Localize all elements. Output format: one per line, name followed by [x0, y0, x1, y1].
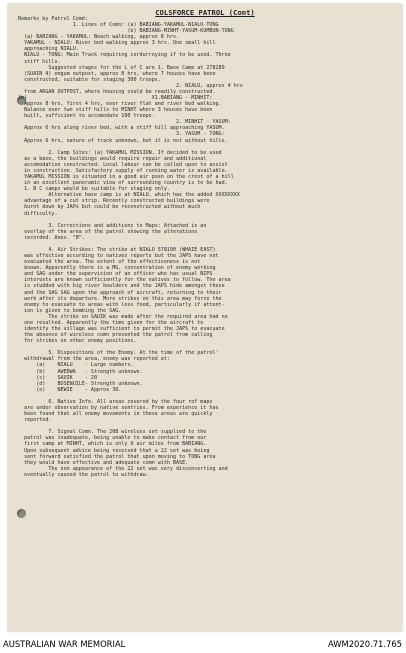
footer-accession-number: AWM2020.71.765: [327, 639, 402, 649]
text-line: work after its departure. More strikes on this area may force the: [18, 295, 222, 302]
text-line: approaching NIALU.: [18, 46, 79, 53]
footer-bar: [0, 633, 406, 653]
text-line: Approx 8 hrs, first 4 hrs, over river flat and river bed walking.: [18, 101, 222, 108]
document-page: [8, 4, 402, 631]
text-line: YAKAMUL - NIALU: River bed walking approx 3 hrs. One small hill: [18, 40, 216, 47]
text-line: they would have effective and adequate comn with BASE.: [18, 459, 189, 466]
text-line: eventually caused the patrol to withdraw.: [18, 471, 149, 478]
text-line: 3. YASUM - TONG:: [18, 131, 225, 138]
text-line: accomodation constructed. Local labour can be called upon to assist: [18, 161, 228, 168]
text-line: been found that all enemy movements in these areas are quickly: [18, 411, 213, 418]
text-line: (e) NEWIE - Approx 30.: [18, 386, 122, 393]
text-line: stiff hills.: [18, 58, 61, 65]
text-line: built, sufficient to accomodate 100 troops.: [18, 113, 155, 120]
text-line: ion is given to bombing the SAG.: [18, 307, 122, 314]
text-line: for strikes on other enemy positions.: [18, 338, 137, 345]
text-line: Balance over two stiff hills to MINHT where 3 houses have been: [18, 107, 213, 114]
text-line: 6. Native Info. All areas covered by the four ref maps: [18, 398, 213, 405]
text-line: advantage of a cut strip. Recently constructed buildings were: [18, 198, 210, 205]
text-line: from ARGAN OUTPOST, where housing could be readily constructed.: [18, 88, 216, 95]
text-line: reported.: [18, 417, 52, 424]
text-line: recorded. Anex. "B".: [18, 234, 85, 241]
text-line: the absence of wireless comn prevented the patrol from calling: [18, 332, 213, 339]
text-line: (a) BABIANG - YAKAMUL: Beach walking, approx 8 hrs.: [18, 34, 180, 41]
text-line: The non appearance of the 22 set was very disconcerting and: [18, 465, 228, 472]
text-line: difficulty.: [18, 210, 58, 217]
document-body: [18, 16, 396, 478]
text-line: 7. Signal Comn. The 208 wireless set supplied to the: [18, 429, 207, 436]
text-line: Remarks by Patrol Comd:: [18, 16, 88, 22]
text-line: burnt down by JAPs but could be reconstructed without much: [18, 204, 201, 211]
text-line: as a base, the buildings would require repair and additional: [18, 155, 207, 162]
text-line: evacuated the area. The extent of the effectiveness is not: [18, 259, 201, 266]
text-line: 5. Dispositions of the Enemy. At the time of the patrol': [18, 350, 219, 357]
text-line: (d) BUSENUILE- Strength unknown.: [18, 380, 143, 387]
text-line: in construction. Satisfactory supply of running water is available.: [18, 167, 228, 174]
text-line: enemy to evacuate to areas with less food, particularly if attent-: [18, 301, 225, 308]
footer-institution: AUSTRALIAN WAR MEMORIAL: [3, 639, 126, 649]
text-line: known. Apparently there is a MG, concentration of enemy working: [18, 265, 216, 272]
text-line: 2. NIALU, approx 4 hrs: [18, 82, 243, 89]
text-line: 4. Air Strikes: The strike at NIALU 578190 (WHAIE EAST): [18, 246, 216, 253]
text-line: withdrawal from the area, enemy was reported at:: [18, 356, 170, 363]
text-line: was effective according to natives reports but the JAPS have not: [18, 253, 219, 260]
text-line: Alternative base camp is at NIALU, which has the added XXXXXXXX: [18, 192, 240, 199]
text-line: 3. Corrections and additions to Maps: Attached is an: [18, 222, 207, 229]
text-line: NIALU - TONG: Main Track requiring cordurroying if to be used. Three: [18, 52, 231, 59]
text-line: 2. MINHIT - YASUM:: [18, 119, 231, 126]
text-line: Upon subsequent advice being received that a 22 set was being: [18, 447, 210, 454]
text-line: are under observation by native sentries. From experience it has: [18, 405, 219, 411]
text-line: identify the village was sufficient to permit the JAPS to evacuate: [18, 325, 225, 332]
text-line: 1. Lines of Comn: (a) BABIANG-YAKAMUL-NIALU-TONG: [18, 22, 219, 29]
text-line: and the SAG SAG upon the approach of aircraft, returning to their: [18, 289, 222, 296]
text-line: constructed, suitable for staging 300 troops.: [18, 76, 161, 83]
punch-hole: [17, 509, 26, 518]
text-line: patrol was inadequate, being unable to make contact from our: [18, 435, 207, 442]
text-line: Approx 6 hrs along river bed, with a stiff hill approaching YASUM.: [18, 125, 225, 132]
document-title: COLSFORCE PATROL (Cont): [155, 8, 255, 17]
text-line: (c) SAUIK - 20: [18, 374, 98, 381]
text-line: Suggested stages for the L of C are 1. Base Camp at 278289: [18, 64, 225, 71]
text-line: 2. Camp Sites: (a) YAKAMUL MISSION. If decided to be used: [18, 149, 222, 156]
text-line: one resulted. Apparently the time given for the aircraft to: [18, 319, 204, 326]
text-line: is studded with big river boulders and the JAPS hide amongst these: [18, 283, 225, 290]
text-line: interests are known sufficiently for the natives to follow. The area: [18, 277, 231, 284]
text-line: (a) NIALU - Large numbers.: [18, 362, 134, 369]
text-line: The strike on SAUIK was made after the required area had no: [18, 313, 228, 320]
text-line: 1. B C camps would be suitable for staging only.: [18, 186, 170, 193]
text-line: (b) BABIANG-MINHT-YASUM-KUMBUN-TONG: [18, 28, 234, 35]
text-line: in an excellent panoramic view of surrounding country is to be had.: [18, 180, 228, 187]
text-line: (b) X1.BABIANG - MINHIT:: [18, 95, 213, 102]
text-line: (b) AWEDWA - Strength unknown.: [18, 368, 143, 375]
text-line: Approx 6 hrs, nature of track unknown, but it is not without hills.: [18, 137, 228, 144]
text-line: and SAG under the supervision of an officer who has usual NIPS: [18, 271, 213, 278]
text-line: overlay of the area of the patrol showing the alterations: [18, 228, 198, 235]
text-line: sent forward satisfied the patrol that upon moving to TONG area: [18, 453, 216, 460]
text-line: (SUAIN 4) engum outpost, approx 8 hrs, where 7 houses have been: [18, 70, 216, 77]
text-line: first camp at MINHT, which is only 9 air miles from BABIANG.: [18, 441, 207, 448]
text-line: YAKAMUL MISSION is situated in a good air posn on the crest of a hill: [18, 174, 234, 181]
